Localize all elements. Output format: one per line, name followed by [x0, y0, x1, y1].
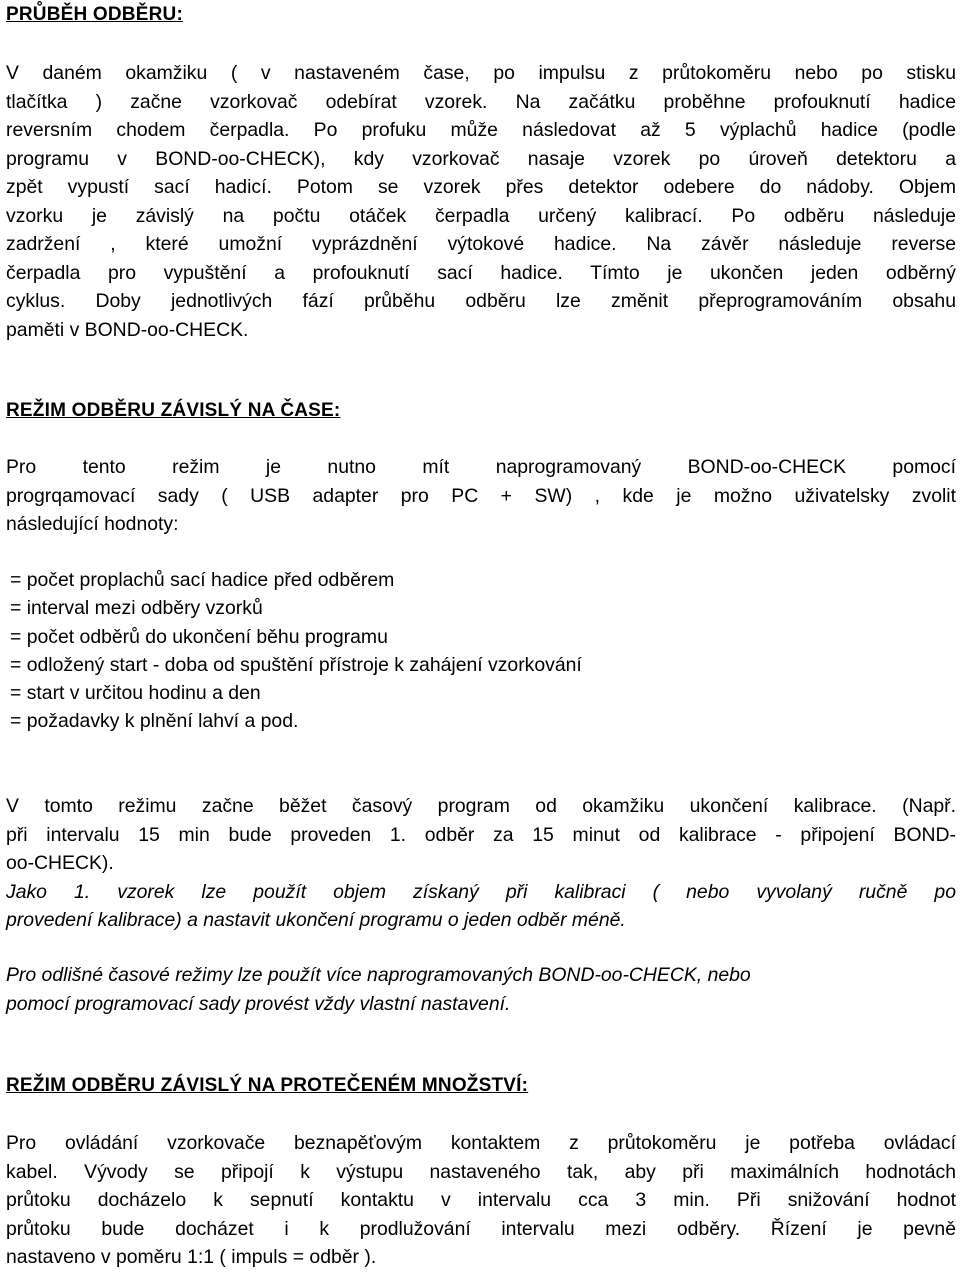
paragraph-line: V tomto režimu začne běžet časový program od okamžiku ukončení kalibrace. (Např. [6, 795, 956, 817]
paragraph-line: cyklus. Doby jednotlivých fází průběhu odběru lze změnit přeprogramováním obsahu [6, 290, 956, 312]
paragraph-line: průtoku bude docházet i k prodlužování intervalu mezi odběry. Řízení je pevně [6, 1217, 956, 1240]
paragraph-line: zpět vypustí sací hadicí. Potom se vzorek přes detektor odebere do nádoby. Objem [6, 176, 956, 198]
paragraph-prubeh [6, 59, 956, 344]
paragraph-line: následující hodnoty: [6, 513, 179, 535]
paragraph-line: nastaveno v poměru 1:1 ( impuls = odběr ). [6, 1246, 377, 1268]
paragraph-line: Pro ovládání vzorkovače beznapěťovým kontaktem z průtokoměru je potřeba ovládací [6, 1132, 956, 1154]
settings-list [10, 566, 582, 736]
paragraph-line: vzorku je závislý na počtu otáček čerpadla určený kalibrací. Po odběru následuje [6, 204, 956, 227]
paragraph-line: progrqamovací sady ( USB adapter pro PC + SW) , kde je možno uživatelsky zvolit [6, 484, 956, 507]
paragraph-line: programu v BOND-oo-CHECK), kdy vzorkovač nasaje vzorek po úroveň detektoru a [6, 147, 956, 170]
paragraph-rezim-mnozstvi [6, 1129, 956, 1272]
paragraph-rezim-cas-intro [6, 453, 956, 539]
paragraph-line: Pro odlišné časové režimy lze použít více naprogramovaných BOND-oo-CHECK, nebo [6, 964, 751, 986]
paragraph-line: zadržení , které umožní vyprázdnění výtokové hadice. Na závěr následuje reverse [6, 233, 956, 255]
paragraph-line: pomocí programovací sady provést vždy vlastní nastavení. [6, 992, 511, 1015]
list-item: = odložený start - doba od spuštění přístroje k zahájení vzorkování [10, 653, 582, 676]
paragraph-line: čerpadla pro vypuštění a profouknutí sací hadice. Tímto je ukončen jeden odběrný [6, 261, 956, 284]
paragraph-line: Jako 1. vzorek lze použít objem získaný při kalibraci ( nebo vyvolaný ručně po [6, 880, 956, 903]
list-item: = interval mezi odběry vzorků [10, 597, 263, 620]
paragraph-line: Pro tento režim je nutno mít naprogramovaný BOND-oo-CHECK pomocí [6, 456, 956, 478]
paragraph-line: při intervalu 15 min bude proveden 1. odběr za 15 minut od kalibrace - připojení BOND- [6, 823, 956, 846]
paragraph-rezim-cas-poznamka [6, 961, 956, 1018]
list-item: = požadavky k plnění lahví a pod. [10, 710, 299, 733]
list-item: = počet proplachů sací hadice před odběrem [10, 569, 395, 591]
paragraph-line: reversním chodem čerpadla. Po profuku může následovat až 5 výplachů hadice (podle [6, 119, 956, 141]
paragraph-line: tlačítka ) začne vzorkovač odebírat vzorek. Na začátku proběhne profouknutí hadice [6, 90, 956, 113]
heading-rezim-mnozstvi: REŽIM ODBĚRU ZÁVISLÝ NA PROTEČENÉM MNOŽSTVÍ: [6, 1075, 529, 1096]
paragraph-line: oo-CHECK). [6, 852, 114, 874]
heading-prubeh-odberu: PRŮBĚH ODBĚRU: [6, 4, 183, 25]
paragraph-line: kabel. Vývody se připojí k výstupu nastaveného tak, aby při maximálních hodnotách [6, 1160, 956, 1183]
paragraph-line: provedení kalibrace) a nastavit ukončení programu o jeden odběr méně. [6, 909, 626, 931]
list-item: = start v určitou hodinu a den [10, 682, 261, 705]
paragraph-rezim-cas-kalibrace [6, 792, 956, 935]
heading-rezim-cas: REŽIM ODBĚRU ZÁVISLÝ NA ČASE: [6, 400, 341, 421]
paragraph-line: paměti v BOND-oo-CHECK. [6, 318, 249, 341]
paragraph-line: V daném okamžiku ( v nastaveném čase, po impulsu z průtokoměru nebo po stisku [6, 62, 956, 84]
paragraph-line: průtoku docházelo k sepnutí kontaktu v intervalu cca 3 min. Při snižování hodnot [6, 1189, 956, 1211]
list-item: = počet odběrů do ukončení běhu programu [10, 625, 388, 648]
